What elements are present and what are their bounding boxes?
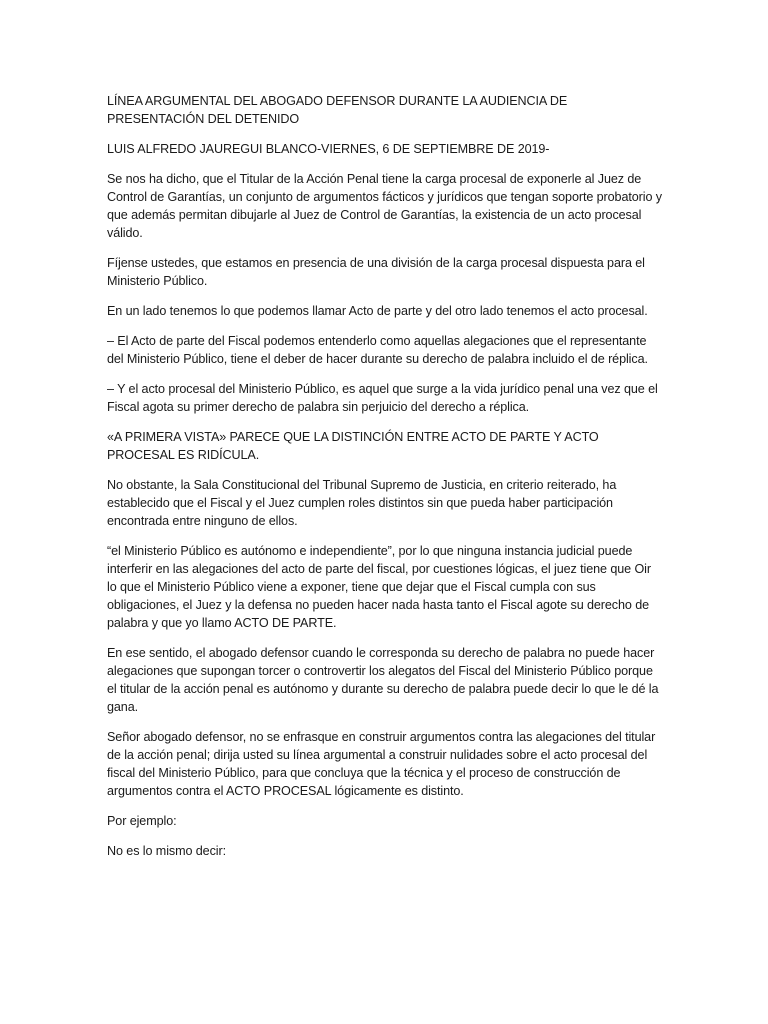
paragraph: – El Acto de parte del Fiscal podemos entenderlo como aquellas alegaciones que el representante del Ministerio Público, tiene el deber de hacer durante su derecho de palabra incluido el de réplica. <box>107 334 648 366</box>
paragraph: Señor abogado defensor, no se enfrasque en construir argumentos contra las alegaciones del titular de la acción penal; dirija usted su línea argumental a construir nulidades sobre el acto procesal del fiscal del Ministerio Público, para que concluya que la técnica y el proceso de construcción de argumentos contra el ACTO PROCESAL lógicamente es distinto. <box>107 730 656 798</box>
paragraph: – Y el acto procesal del Ministerio Público, es aquel que surge a la vida jurídico penal una vez que el Fiscal agota su primer derecho de palabra sin perjuicio del derecho a réplica. <box>107 382 658 414</box>
document-page <box>107 92 663 872</box>
paragraph: Se nos ha dicho, que el Titular de la Acción Penal tiene la carga procesal de exponerle al Juez de Control de Garantías, un conjunto de argumentos fácticos y jurídicos que tengan soporte probatorio y que además permitan dibujarle al Juez de Control de Garantías, la existencia de un acto procesal válido. <box>107 172 662 240</box>
paragraph: En ese sentido, el abogado defensor cuando le corresponda su derecho de palabra no puede hacer alegaciones que supongan torcer o controvertir los alegatos del Fiscal del Ministerio Público porque el titular de la acción penal es autónomo y durante su derecho de palabra puede decir lo que le dé la gana. <box>107 646 659 714</box>
paragraph: No obstante, la Sala Constitucional del Tribunal Supremo de Justicia, en criterio reiterado, ha establecido que el Fiscal y el Juez cumplen roles distintos sin que pueda haber participación encontrada entre ninguno de ellos. <box>107 478 617 528</box>
paragraph: En un lado tenemos lo que podemos llamar Acto de parte y del otro lado tenemos el acto procesal. <box>107 304 648 318</box>
paragraph: Fíjense ustedes, que estamos en presencia de una división de la carga procesal dispuesta para el Ministerio Público. <box>107 256 645 288</box>
paragraph-heading: «A PRIMERA VISTA» PARECE QUE LA DISTINCIÓN ENTRE ACTO DE PARTE Y ACTO PROCESAL ES RIDÍCULA. <box>107 430 599 462</box>
paragraph: “el Ministerio Público es autónomo e independiente”, por lo que ninguna instancia judicial puede interferir en las alegaciones del acto de parte del fiscal, por cuestiones lógicas, el juez tiene que Oir lo que el Ministerio Público viene a exponer, tiene que dejar que el Fiscal cumpla con sus obligaciones, el Juez y la defensa no pueden hacer nada hasta tanto el Fiscal agote su derecho de palabra y que yo llamo ACTO DE PARTE. <box>107 544 651 630</box>
document-byline: LUIS ALFREDO JAUREGUI BLANCO-VIERNES, 6 DE SEPTIEMBRE DE 2019- <box>107 142 550 156</box>
document-title: LÍNEA ARGUMENTAL DEL ABOGADO DEFENSOR DURANTE LA AUDIENCIA DE PRESENTACIÓN DEL DETENIDO <box>107 94 568 126</box>
paragraph: Por ejemplo: <box>107 814 177 828</box>
paragraph: No es lo mismo decir: <box>107 844 226 858</box>
